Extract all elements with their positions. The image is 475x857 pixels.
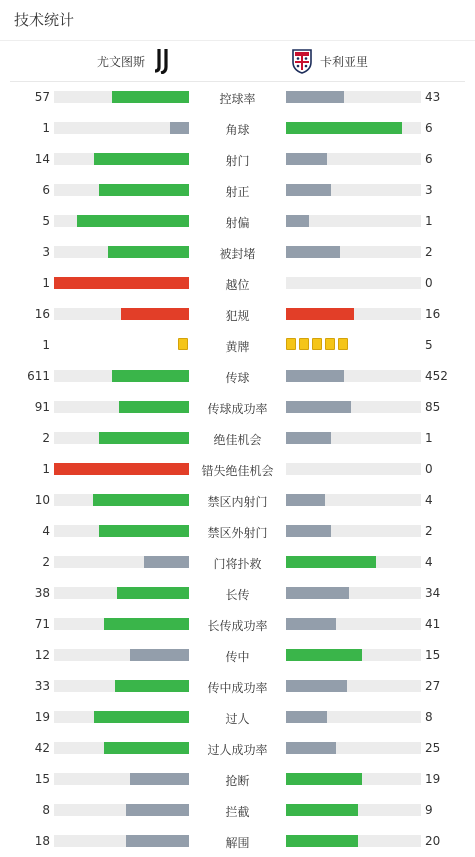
stat-label: 控球率 <box>219 92 256 106</box>
stat-label: 绝佳机会 <box>213 433 262 447</box>
home-team[interactable] <box>97 41 173 81</box>
yellow-card-icon <box>178 338 188 350</box>
away-stat-value: 4 <box>425 555 433 569</box>
home-stat-bar-track <box>54 91 189 103</box>
home-stat-bar-track <box>54 246 189 258</box>
away-stat-value: 1 <box>425 214 433 228</box>
stat-row <box>0 515 475 546</box>
home-stat-value: 611 <box>27 369 50 383</box>
home-stat-value: 15 <box>34 772 50 786</box>
away-team[interactable] <box>292 41 368 81</box>
stat-label: 长传 <box>225 588 250 602</box>
yellow-card-icon <box>338 338 348 350</box>
yellow-card-icon <box>325 338 335 350</box>
yellow-card-icon <box>286 338 296 350</box>
stat-row <box>0 236 475 267</box>
home-stat-bar-track <box>54 649 189 661</box>
stat-label: 传中成功率 <box>207 681 268 695</box>
away-stat-bar-track <box>286 773 421 785</box>
away-team-name: 卡利亚里 <box>320 54 369 69</box>
away-stat-bar-track <box>286 401 421 413</box>
away-stat-value: 6 <box>425 152 433 166</box>
home-stat-value: 1 <box>42 462 50 476</box>
away-stat-value: 3 <box>425 183 433 197</box>
away-stat-bar-track <box>286 463 421 475</box>
away-stat-bar-track <box>286 370 421 382</box>
home-stat-bar-track <box>54 680 189 692</box>
home-stat-value: 42 <box>34 741 50 755</box>
home-stat-bar-track <box>54 308 189 320</box>
away-stat-bar <box>286 494 325 506</box>
stat-row <box>0 205 475 236</box>
home-stat-bar <box>170 122 189 134</box>
yellow-card-icon <box>299 338 309 350</box>
home-stat-bar-track <box>54 277 189 289</box>
home-stat-value: 33 <box>34 679 50 693</box>
away-stat-value: 6 <box>425 121 433 135</box>
home-stat-value: 10 <box>34 493 50 507</box>
away-stat-bar-track <box>286 246 421 258</box>
stat-label: 射正 <box>225 185 250 199</box>
stat-row <box>0 546 475 577</box>
away-stat-bar <box>286 91 344 103</box>
away-stat-value: 5 <box>425 338 433 352</box>
away-stat-bar <box>286 153 327 165</box>
away-stat-value: 452 <box>425 369 448 383</box>
stat-row <box>0 81 475 112</box>
stat-label: 越位 <box>225 278 250 292</box>
juventus-logo-icon <box>153 48 173 74</box>
away-stat-bar <box>286 432 331 444</box>
away-stat-value: 20 <box>425 834 441 848</box>
stat-row <box>0 732 475 763</box>
home-stat-value: 19 <box>34 710 50 724</box>
away-stat-bar <box>286 680 347 692</box>
away-stat-bar-track <box>286 525 421 537</box>
home-stat-bar-track <box>54 370 189 382</box>
stat-row <box>0 422 475 453</box>
stat-row <box>0 763 475 794</box>
home-stat-value: 71 <box>34 617 50 631</box>
home-stat-bar-track <box>54 773 189 785</box>
home-stat-value: 1 <box>42 276 50 290</box>
home-stat-bar-track <box>54 742 189 754</box>
away-stat-value: 8 <box>425 710 433 724</box>
home-stat-value: 8 <box>42 803 50 817</box>
stat-label: 被封堵 <box>219 247 256 261</box>
yellow-card-icon <box>312 338 322 350</box>
home-stat-bar-track <box>54 804 189 816</box>
home-stat-bar <box>144 556 189 568</box>
stat-label: 黄牌 <box>225 340 250 354</box>
away-stat-bar <box>286 122 402 134</box>
home-stat-value: 38 <box>34 586 50 600</box>
home-stat-value: 2 <box>42 431 50 445</box>
stat-label: 拦截 <box>225 805 250 819</box>
away-stat-value: 2 <box>425 245 433 259</box>
away-stat-bar-track <box>286 277 421 289</box>
stat-label: 传球 <box>225 371 250 385</box>
stats-list <box>0 81 475 856</box>
stat-label: 过人 <box>225 712 250 726</box>
stat-label: 错失绝佳机会 <box>201 464 274 478</box>
stat-label: 长传成功率 <box>207 619 268 633</box>
away-stat-bar <box>286 184 331 196</box>
home-stat-value: 5 <box>42 214 50 228</box>
away-stat-value: 1 <box>425 431 433 445</box>
home-stat-value: 57 <box>34 90 50 104</box>
away-stat-bar-track <box>286 308 421 320</box>
home-stat-value: 2 <box>42 555 50 569</box>
home-stat-bar <box>119 401 189 413</box>
away-stat-value: 43 <box>425 90 441 104</box>
stat-label: 解围 <box>225 836 250 850</box>
away-stat-bar <box>286 401 351 413</box>
home-stat-bar-track <box>54 556 189 568</box>
home-stat-bar <box>108 246 189 258</box>
away-stat-bar-track <box>286 618 421 630</box>
stat-row <box>0 701 475 732</box>
stat-row <box>0 670 475 701</box>
home-stat-value: 1 <box>42 121 50 135</box>
home-stat-bar-track <box>54 463 189 475</box>
home-stat-bar <box>99 432 189 444</box>
away-stat-value: 9 <box>425 803 433 817</box>
home-stat-bar <box>77 215 189 227</box>
home-stat-value: 6 <box>42 183 50 197</box>
home-stat-bar <box>126 835 189 847</box>
home-stat-value: 16 <box>34 307 50 321</box>
stat-label: 传中 <box>225 650 250 664</box>
away-stat-value: 15 <box>425 648 441 662</box>
away-stat-bar-track <box>286 587 421 599</box>
home-stat-bar-track <box>54 153 189 165</box>
away-stat-bar-track <box>286 184 421 196</box>
home-stat-bar <box>99 525 189 537</box>
away-stat-bar-track <box>286 91 421 103</box>
away-stat-bar-track <box>286 804 421 816</box>
stat-label: 犯规 <box>225 309 250 323</box>
home-stat-bar <box>130 649 189 661</box>
stat-row <box>0 329 475 360</box>
stat-label: 射偏 <box>225 216 250 230</box>
away-stat-bar-track <box>286 649 421 661</box>
stat-row <box>0 391 475 422</box>
stat-label: 禁区外射门 <box>207 526 268 540</box>
stat-row <box>0 174 475 205</box>
home-stat-bar-track <box>54 494 189 506</box>
home-stat-bar <box>112 370 189 382</box>
away-stat-bar <box>286 742 336 754</box>
home-stat-bar-track <box>54 711 189 723</box>
stat-row <box>0 453 475 484</box>
away-stat-value: 27 <box>425 679 441 693</box>
home-yellow-cards <box>178 338 188 350</box>
away-stat-bar-track <box>286 835 421 847</box>
home-stat-bar <box>54 463 189 475</box>
home-stat-bar <box>99 184 189 196</box>
away-stat-bar <box>286 711 327 723</box>
home-stat-value: 18 <box>34 834 50 848</box>
stat-label: 角球 <box>225 123 250 137</box>
stat-row <box>0 112 475 143</box>
home-stat-value: 3 <box>42 245 50 259</box>
away-stat-bar <box>286 525 331 537</box>
cagliari-logo-icon <box>292 48 312 74</box>
away-stat-value: 2 <box>425 524 433 538</box>
stat-row <box>0 577 475 608</box>
away-yellow-cards <box>286 338 348 350</box>
away-stat-value: 85 <box>425 400 441 414</box>
stat-row <box>0 484 475 515</box>
page-title: 技术统计 <box>0 0 475 41</box>
home-stat-bar-track <box>54 835 189 847</box>
home-stat-bar <box>130 773 189 785</box>
home-stat-value: 1 <box>42 338 50 352</box>
home-stat-bar-track <box>54 184 189 196</box>
home-stat-bar-track <box>54 122 189 134</box>
teams-header <box>10 41 465 82</box>
away-stat-bar-track <box>286 711 421 723</box>
home-stat-bar-track <box>54 587 189 599</box>
home-stat-bar <box>117 587 189 599</box>
away-stat-bar <box>286 587 349 599</box>
home-stat-bar <box>121 308 189 320</box>
stat-label: 门将扑救 <box>213 557 262 571</box>
away-stat-value: 34 <box>425 586 441 600</box>
away-stat-bar-track <box>286 215 421 227</box>
away-stat-bar <box>286 804 358 816</box>
stat-row <box>0 267 475 298</box>
stat-row <box>0 143 475 174</box>
away-stat-bar <box>286 649 362 661</box>
away-stat-value: 0 <box>425 462 433 476</box>
away-stat-bar <box>286 370 344 382</box>
away-stat-bar-track <box>286 432 421 444</box>
home-stat-bar <box>115 680 189 692</box>
stat-label: 传球成功率 <box>207 402 268 416</box>
away-stat-value: 4 <box>425 493 433 507</box>
home-stat-bar <box>112 91 189 103</box>
home-stat-bar-track <box>54 432 189 444</box>
home-stat-bar <box>104 742 189 754</box>
stat-label: 抢断 <box>225 774 250 788</box>
home-stat-bar <box>126 804 189 816</box>
away-stat-value: 41 <box>425 617 441 631</box>
home-team-name: 尤文图斯 <box>96 54 145 69</box>
home-stat-value: 91 <box>34 400 50 414</box>
home-stat-bar-track <box>54 401 189 413</box>
away-stat-value: 25 <box>425 741 441 755</box>
home-stat-bar <box>93 494 189 506</box>
away-stat-value: 19 <box>425 772 441 786</box>
away-stat-bar <box>286 308 354 320</box>
home-stat-bar <box>104 618 189 630</box>
home-stat-bar <box>54 277 189 289</box>
home-stat-value: 12 <box>34 648 50 662</box>
stat-row <box>0 825 475 856</box>
home-stat-bar-track <box>54 215 189 227</box>
away-stat-value: 0 <box>425 276 433 290</box>
home-stat-bar-track <box>54 618 189 630</box>
away-stat-bar-track <box>286 742 421 754</box>
home-stat-bar <box>94 711 189 723</box>
stat-row <box>0 298 475 329</box>
away-stat-bar-track <box>286 680 421 692</box>
home-stat-value: 4 <box>42 524 50 538</box>
away-stat-bar-track <box>286 556 421 568</box>
away-stat-bar <box>286 215 309 227</box>
stat-row <box>0 794 475 825</box>
home-stat-value: 14 <box>34 152 50 166</box>
away-stat-bar <box>286 835 358 847</box>
stat-label: 过人成功率 <box>207 743 268 757</box>
away-stat-bar-track <box>286 153 421 165</box>
away-stat-bar <box>286 246 340 258</box>
away-stat-bar-track <box>286 122 421 134</box>
home-stat-bar-track <box>54 525 189 537</box>
stat-row <box>0 608 475 639</box>
away-stat-bar <box>286 556 376 568</box>
stat-label: 射门 <box>225 154 250 168</box>
stat-row <box>0 639 475 670</box>
away-stat-bar <box>286 618 336 630</box>
stat-row <box>0 360 475 391</box>
stat-label: 禁区内射门 <box>207 495 268 509</box>
away-stat-bar <box>286 773 362 785</box>
away-stat-value: 16 <box>425 307 441 321</box>
away-stat-bar-track <box>286 494 421 506</box>
home-stat-bar <box>94 153 189 165</box>
